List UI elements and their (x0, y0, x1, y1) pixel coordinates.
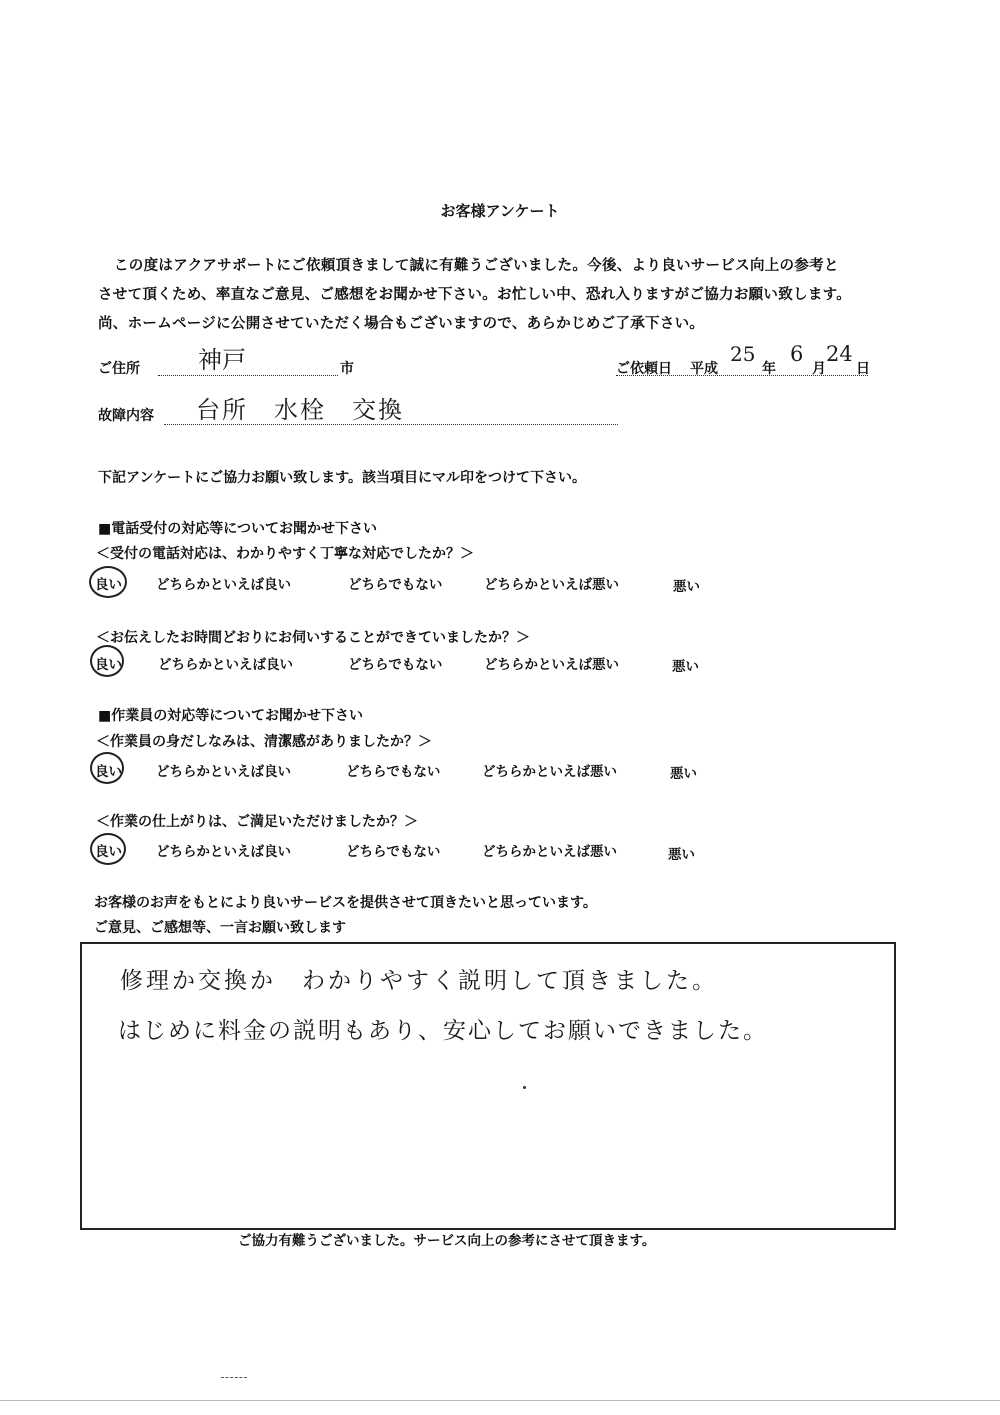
request-date-day: 24 (826, 342, 853, 366)
address-value: 神戸 (198, 346, 246, 374)
request-date-year-unit: 年 (762, 361, 776, 377)
option-good[interactable]: 良い (95, 577, 122, 593)
option-somewhat-good[interactable]: どちらかといえば良い (158, 657, 293, 673)
comment-box[interactable] (80, 942, 896, 1230)
intro-line-3: 尚、ホームページに公開させていただく場合もございますので、あらかじめご了承下さい。 (98, 316, 705, 332)
option-somewhat-good[interactable]: どちらかといえば良い (156, 844, 291, 860)
option-good[interactable]: 良い (95, 844, 122, 860)
option-neutral[interactable]: どちらでもない (348, 657, 443, 673)
question-phone-clarity: ＜受付の電話対応は、わかりやすく丁寧な対応でしたか？＞ (96, 546, 474, 562)
option-somewhat-bad[interactable]: どちらかといえば悪い (482, 844, 617, 860)
option-somewhat-bad[interactable]: どちらかといえば悪い (484, 657, 619, 673)
ink-dot (523, 1086, 526, 1089)
option-somewhat-bad[interactable]: どちらかといえば悪い (484, 577, 619, 593)
question-punctuality: ＜お伝えしたお時間どおりにお伺いすることができていましたか？＞ (96, 630, 530, 646)
intro-line-1: この度はアクアサポートにご依頼頂きまして誠に有難うございました。今後、より良いサービス向上の参考と (114, 258, 839, 274)
scan-mark (221, 1377, 247, 1378)
address-underline (158, 375, 338, 376)
address-suffix: 市 (340, 361, 354, 377)
option-somewhat-good[interactable]: どちらかといえば良い (156, 577, 291, 593)
option-good[interactable]: 良い (95, 657, 122, 673)
section-heading-staff: ■作業員の対応等についてお聞かせ下さい (98, 708, 363, 724)
question-work-quality: ＜作業の仕上がりは、ご満足いただけましたか？＞ (96, 814, 418, 830)
closing-request-line-2: ご意見、ご感想等、一言お願い致します (94, 920, 346, 936)
request-date-month-unit: 月 (812, 361, 826, 377)
question-appearance: ＜作業員の身だしなみは、清潔感がありましたか？＞ (96, 734, 432, 750)
option-bad[interactable]: 悪い (670, 766, 697, 782)
fault-value: 台所 水栓 交換 (196, 396, 404, 424)
option-bad[interactable]: 悪い (668, 847, 695, 863)
option-somewhat-good[interactable]: どちらかといえば良い (156, 764, 291, 780)
closing-request-line-1: お客様のお声をもとにより良いサービスを提供させて頂きたいと思っています。 (94, 895, 597, 911)
intro-line-2: させて頂くため、率直なご意見、ご感想をお聞かせ下さい。お忙しい中、恐れ入りますがご協力お願い致します。 (98, 287, 852, 303)
comment-line-1: 修理か交換か わかりやすく説明して頂きました。 (120, 968, 718, 994)
instruction-text: 下記アンケートにご協力お願い致します。該当項目にマル印をつけて下さい。 (98, 470, 587, 486)
option-neutral[interactable]: どちらでもない (346, 764, 441, 780)
option-neutral[interactable]: どちらでもない (346, 844, 441, 860)
footer-thanks: ご協力有難うございました。サービス向上の参考にさせて頂きます。 (238, 1233, 656, 1249)
option-neutral[interactable]: どちらでもない (348, 577, 443, 593)
survey-title: お客様アンケート (440, 202, 560, 220)
request-date-month: 6 (790, 342, 804, 366)
option-good[interactable]: 良い (95, 764, 122, 780)
request-date-year: 25 (730, 342, 756, 366)
request-date-underline (616, 375, 868, 376)
section-heading-phone: ■電話受付の対応等についてお聞かせ下さい (98, 521, 377, 537)
option-somewhat-bad[interactable]: どちらかといえば悪い (482, 764, 617, 780)
option-bad[interactable]: 悪い (673, 579, 700, 595)
address-label: ご住所 (98, 361, 140, 377)
request-date-label: ご依頼日 (616, 361, 672, 377)
fault-label: 故障内容 (98, 408, 154, 424)
request-date-day-unit: 日 (856, 361, 870, 377)
comment-line-2: はじめに料金の説明もあり、安心してお願いできました。 (118, 1018, 768, 1044)
page-edge (0, 1400, 1000, 1401)
request-date-era: 平成 (690, 361, 718, 377)
option-bad[interactable]: 悪い (672, 659, 699, 675)
